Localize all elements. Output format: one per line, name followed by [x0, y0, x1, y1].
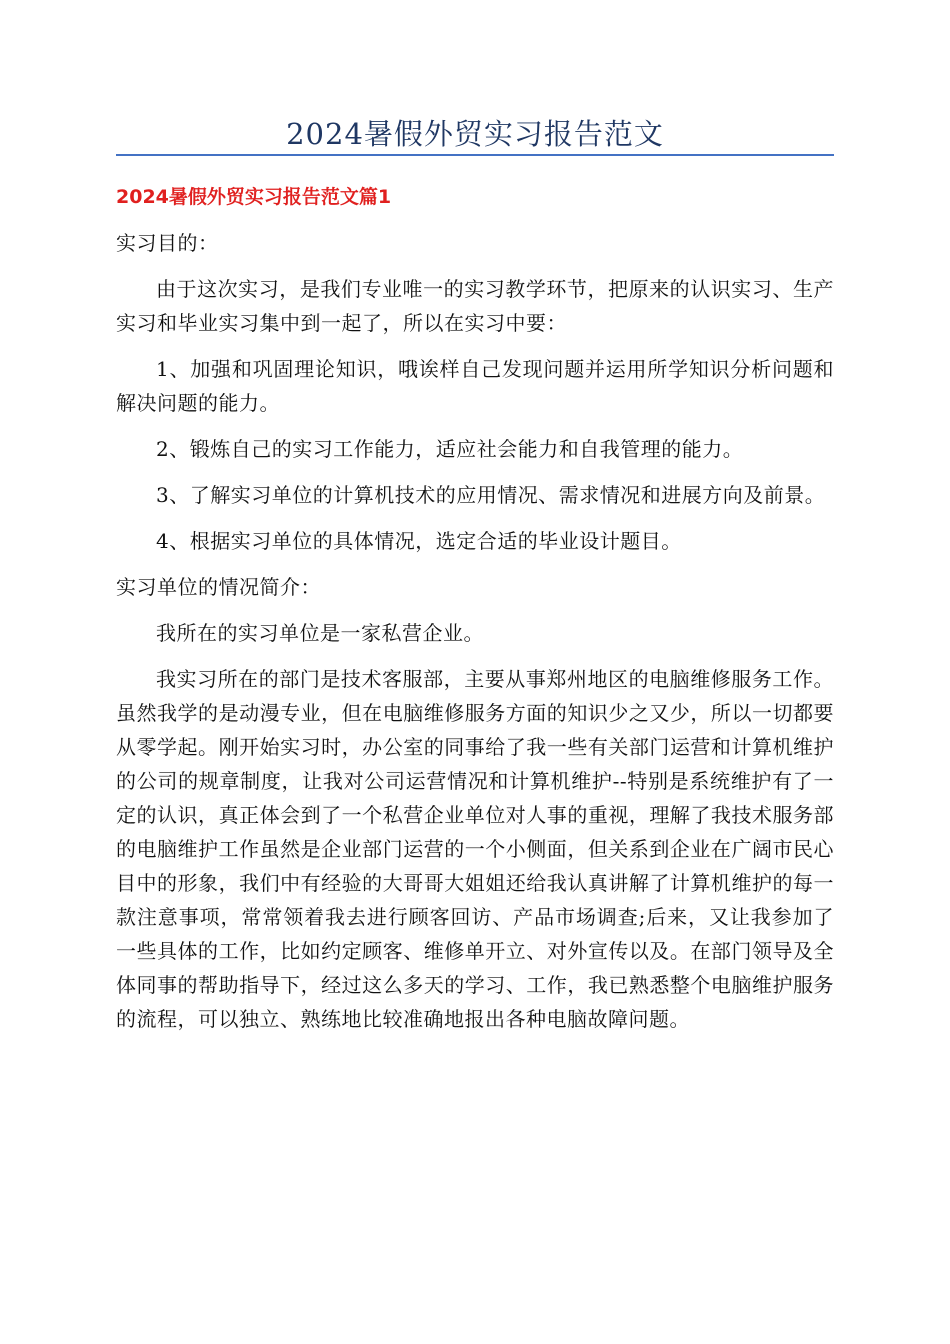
document-title: 2024暑假外贸实习报告范文: [286, 117, 664, 151]
paragraph-item-3: 3、了解实习单位的计算机技术的应用情况、需求情况和进展方向及前景。: [156, 483, 826, 507]
paragraph-department: 我实习所在的部门是技术客服部，主要从事郑州地区的电脑维修服务工作。虽然我学的是动漫专业，但在电脑维修服务方面的知识少之又少，所以一切都要从零学起。刚开始实习时，办公室的同事给了我一些有关部门运营和计算机维护的公司的规章制度，让我对公司运营情况和计算机维护--特别是系统维护有了一定的认识，真正体会到了一个私营企业单位对人事的重视，理解了我技术服务部的电脑维护工作虽然是企业部门运营的一个小侧面，但关系到企业在广阔市民心目中的形象，我们中有经验的大哥哥大姐姐还给我认真讲解了计算机维护的每一款注意事项，常常领着我去进行顾客回访、产品市场调查;后来，又让我参加了一些具体的工作，比如约定顾客、维修单开立、对外宣传以及。在部门领导及全体同事的帮助指导下，经过这么多天的学习、工作，我已熟悉整个电脑维护服务的流程，可以独立、熟练地比较准确地报出各种电脑故障问题。: [116, 667, 834, 1031]
paragraph-intro: 由于这次实习，是我们专业唯一的实习教学环节，把原来的认识实习、生产实习和毕业实习集中到一起了，所以在实习中要：: [116, 277, 834, 335]
title-divider: [116, 154, 834, 156]
section-heading: 2024暑假外贸实习报告范文篇1: [116, 186, 392, 208]
paragraph-item-1: 1、加强和巩固理论知识，哦诶样自己发现问题并运用所学知识分析问题和解决问题的能力。: [116, 357, 834, 415]
paragraph-unit-label: 实习单位的情况简介：: [116, 575, 321, 599]
paragraph-unit-desc: 我所在的实习单位是一家私营企业。: [156, 621, 484, 645]
document-body: [116, 180, 834, 1036]
paragraph-item-4: 4、根据实习单位的具体情况，选定合适的毕业设计题目。: [156, 529, 682, 553]
paragraph-item-2: 2、锻炼自己的实习工作能力，适应社会能力和自我管理的能力。: [156, 437, 744, 461]
paragraph-purpose-label: 实习目的：: [116, 231, 219, 255]
